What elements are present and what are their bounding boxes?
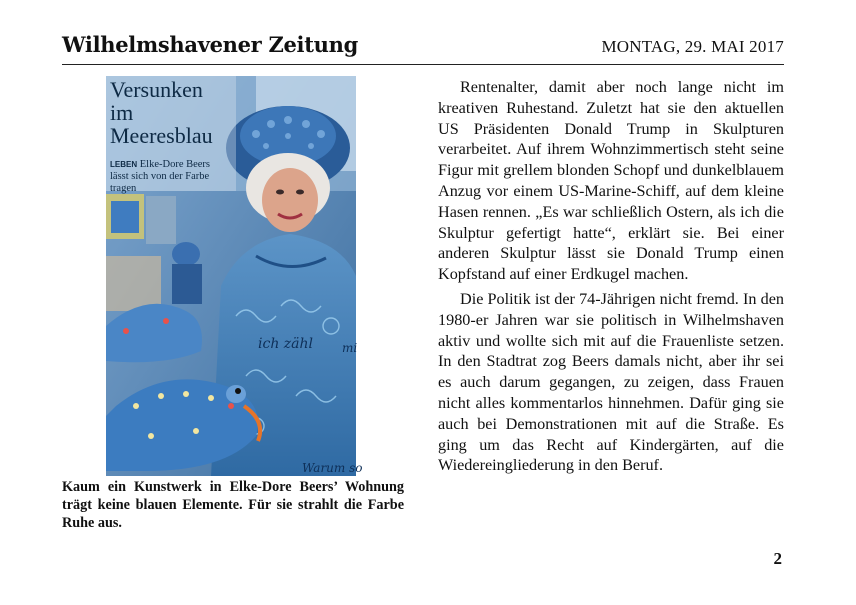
dress-text-3: Warum so	[302, 461, 363, 475]
article-column	[438, 77, 784, 476]
dress-text-2: mi	[342, 341, 358, 355]
photo-rubric: LEBEN	[110, 160, 138, 169]
photo-headline	[110, 78, 213, 147]
newspaper-masthead: Wilhelmshavener Zeitung	[62, 32, 358, 57]
photo-headline-line-2: im	[110, 100, 134, 125]
photo-subline	[110, 159, 230, 195]
photo-headline-line-3: Meeresblau	[110, 123, 213, 148]
page-number: 2	[773, 549, 782, 568]
header-rule	[62, 64, 784, 65]
issue-date: MONTAG, 29. MAI 2017	[601, 37, 784, 56]
article-paragraph-1: Rentenalter, damit aber noch lange nicht im kreativen Ruhestand. Zuletzt hat sie den aktuellen US Präsidenten Donald Trump in Skulpturen verarbeitet. Auf ihrem Wohnzimmertisch steht seine Figur mit grellem blonden Schopf und dunkelblauem Anzug vor einem US-Marine-Schiff, auf dem kleine Hasen rennen. „Es war schließlich Ostern, als ich die Skulptur gefertigt hatte“, erklärt sie. Bei einer anderen Skulptur lässt sie Donald Trump einen Kopfstand auf einer Erdkugel machen.	[438, 78, 784, 284]
photo-subline-text: Elke-Dore Beers lässt sich von der Farbe tragen	[110, 159, 211, 194]
article-photo	[106, 76, 363, 476]
photo-caption: Kaum ein Kunstwerk in Elke-Dore Beers’ Wohnung trägt keine blauen Elemente. Für sie strahlt die Farbe Ruhe aus.	[62, 479, 404, 531]
dress-text-1: ich zähl	[258, 336, 314, 352]
article-paragraph-2: Die Politik ist der 74-Jährigen nicht fremd. In den 1980-er Jahren war sie politisch in Wilhelmshaven aktiv und wollte sich mit auf die Frauenliste setzen. In den Stadtrat zog Beers damals nicht, aber ihr sei es auch darum gegangen, zu zeigen, dass Frauen nicht alles kommentarlos hinnehmen. Dafür ging sie auch bei Demonstrationen mit auf die Straße. Es ging um das Recht auf Kindergärten, auf die Wiedereingliederung in den Beruf.	[438, 289, 784, 475]
photo-headline-line-1: Versunken	[110, 77, 203, 102]
